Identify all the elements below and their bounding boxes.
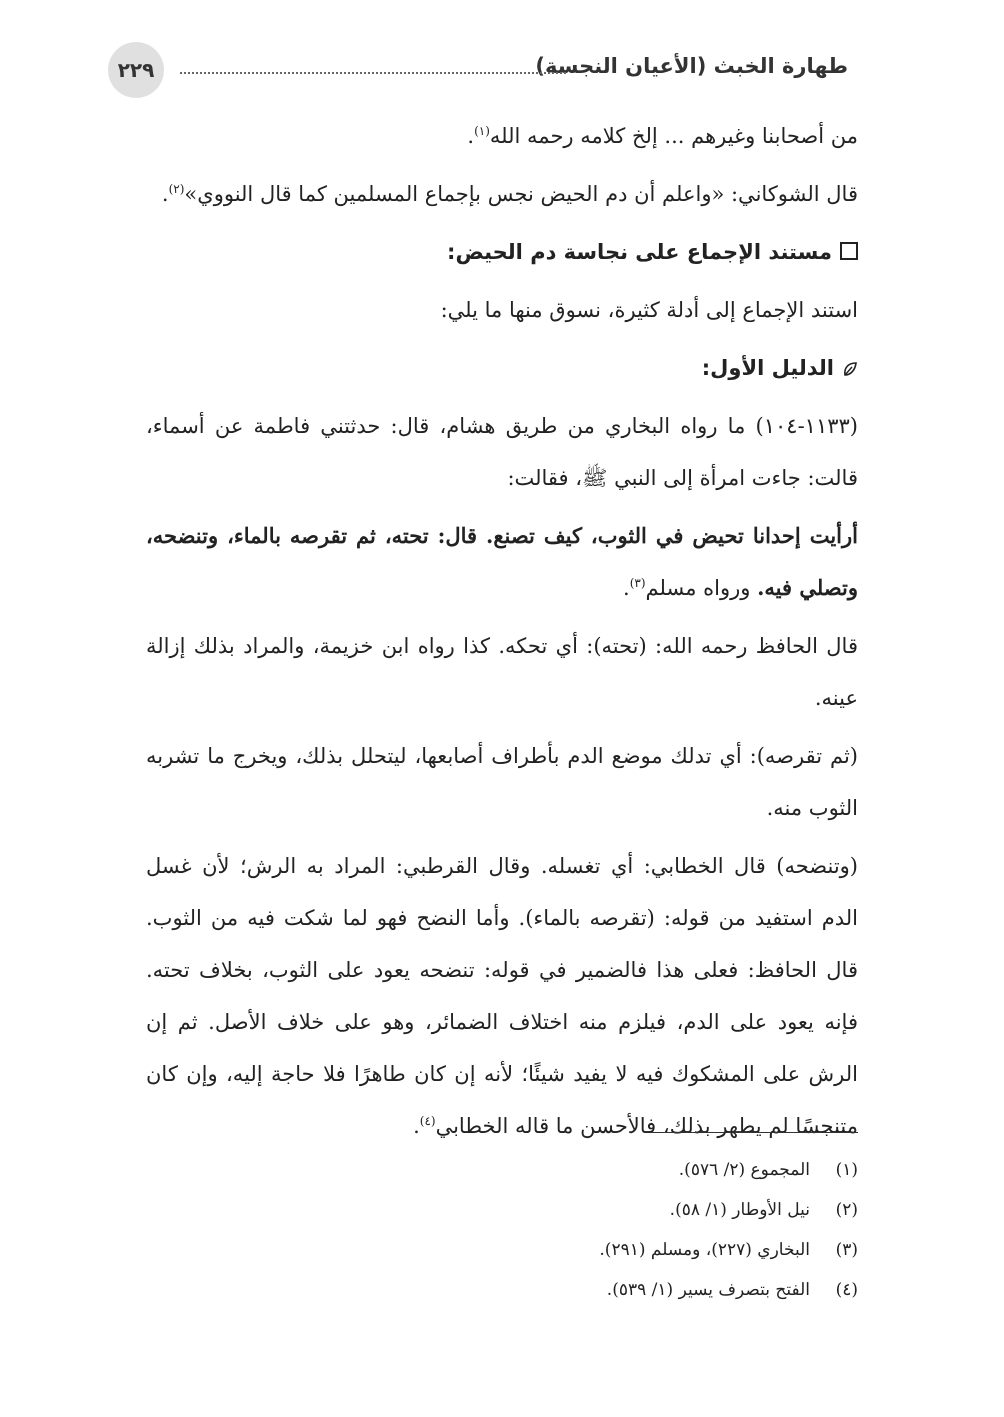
section-heading: مستند الإجماع على نجاسة دم الحيض:: [146, 226, 858, 278]
footnote-ref-3: (٣): [629, 576, 646, 590]
footnote-item: (٤)الفتح بتصرف يسير (١/ ٥٣٩).: [606, 1280, 858, 1300]
paragraph-8: (وتنضحه) قال الخطابي: أي تغسله. وقال القرطبي: المراد به الرش؛ لأن غسل الدم استفيد من قوله: (تقرصه بالماء). وأما النضح فهو لما شكت فيه من الثوب. قال الحافظ: فعلى هذا فالضمير في قوله: تنضحه يعود على الثوب، بخلاف تحته. فإنه يعود على الدم، فيلزم منه اختلاف الضمائر، وهو على خلاف الأصل. ثم إن الرش على المشكوك فيه لا يفيد شيئًا؛ لأنه إن كان طاهرًا فلا حاجة إليه، وإن كان متنجسًا لم يطهر بذلك، فالأحسن ما قاله الخطابي$^{(٤)}$.: [146, 854, 858, 1138]
footnote-ref-2: (٢): [168, 182, 185, 196]
footnote-item: (٢)نيل الأوطار (١/ ٥٨).: [669, 1200, 858, 1220]
main-text: [146, 110, 858, 1158]
footnote-item: (٣)البخاري (٢٢٧)، ومسلم (٢٩١).: [599, 1240, 858, 1260]
paragraph-2: قال الشوكاني: «واعلم أن دم الحيض نجس بإجماع المسلمين كما قال النووي»$^{(٢)}$.: [161, 182, 858, 206]
leaf-bullet-icon: [842, 361, 858, 377]
chapter-title: طهارة الخبث (الأعيان النجسة): [535, 54, 848, 78]
footnote-ref-1: (١): [474, 124, 490, 138]
hadith-text: أرأيت إحدانا تحيض في الثوب، كيف تصنع. قال: تحته، ثم تقرصه بالماء، وتنضحه، وتصلي فيه.: [146, 523, 858, 600]
paragraph-7: (ثم تقرصه): أي تدلك موضع الدم بأطراف أصابعها، ليتحلل بذلك، ويخرج ما تشربه الثوب منه.: [146, 744, 858, 820]
evidence-subheading: الدليل الأول:: [146, 342, 858, 394]
paragraph-5: أرأيت إحدانا تحيض في الثوب، كيف تصنع. قال: تحته، ثم تقرصه بالماء، وتنضحه، وتصلي فيه. ورواه مسلم$^{(٣)}$.: [146, 523, 858, 600]
page-number-badge: ٢٢٩: [108, 42, 164, 98]
paragraph-6: قال الحافظ رحمه الله: (تحته): أي تحكه. كذا رواه ابن خزيمة، والمراد بذلك إزالة عينه.: [146, 634, 858, 710]
running-header: [108, 42, 848, 98]
footnote-item: (١)المجموع (٢/ ٥٧٦).: [678, 1160, 858, 1180]
footnote-divider: [650, 1132, 858, 1133]
footnote-ref-4: (٤): [419, 1114, 436, 1128]
square-bullet-icon: [840, 242, 858, 260]
footnotes: [146, 1150, 858, 1310]
paragraph-4: (١١٣٣-١٠٤) ما رواه البخاري من طريق هشام، قال: حدثتني فاطمة عن أسماء، قالت: جاءت امرأة إلى النبي ﷺ، فقالت:: [146, 414, 858, 490]
paragraph-3: استند الإجماع إلى أدلة كثيرة، نسوق منها ما يلي:: [440, 298, 858, 322]
paragraph-1: من أصحابنا وغيرهم ... إلخ كلامه رحمه الله$^{(١)}$.: [467, 124, 858, 148]
header-dotted-leader: [180, 72, 566, 74]
